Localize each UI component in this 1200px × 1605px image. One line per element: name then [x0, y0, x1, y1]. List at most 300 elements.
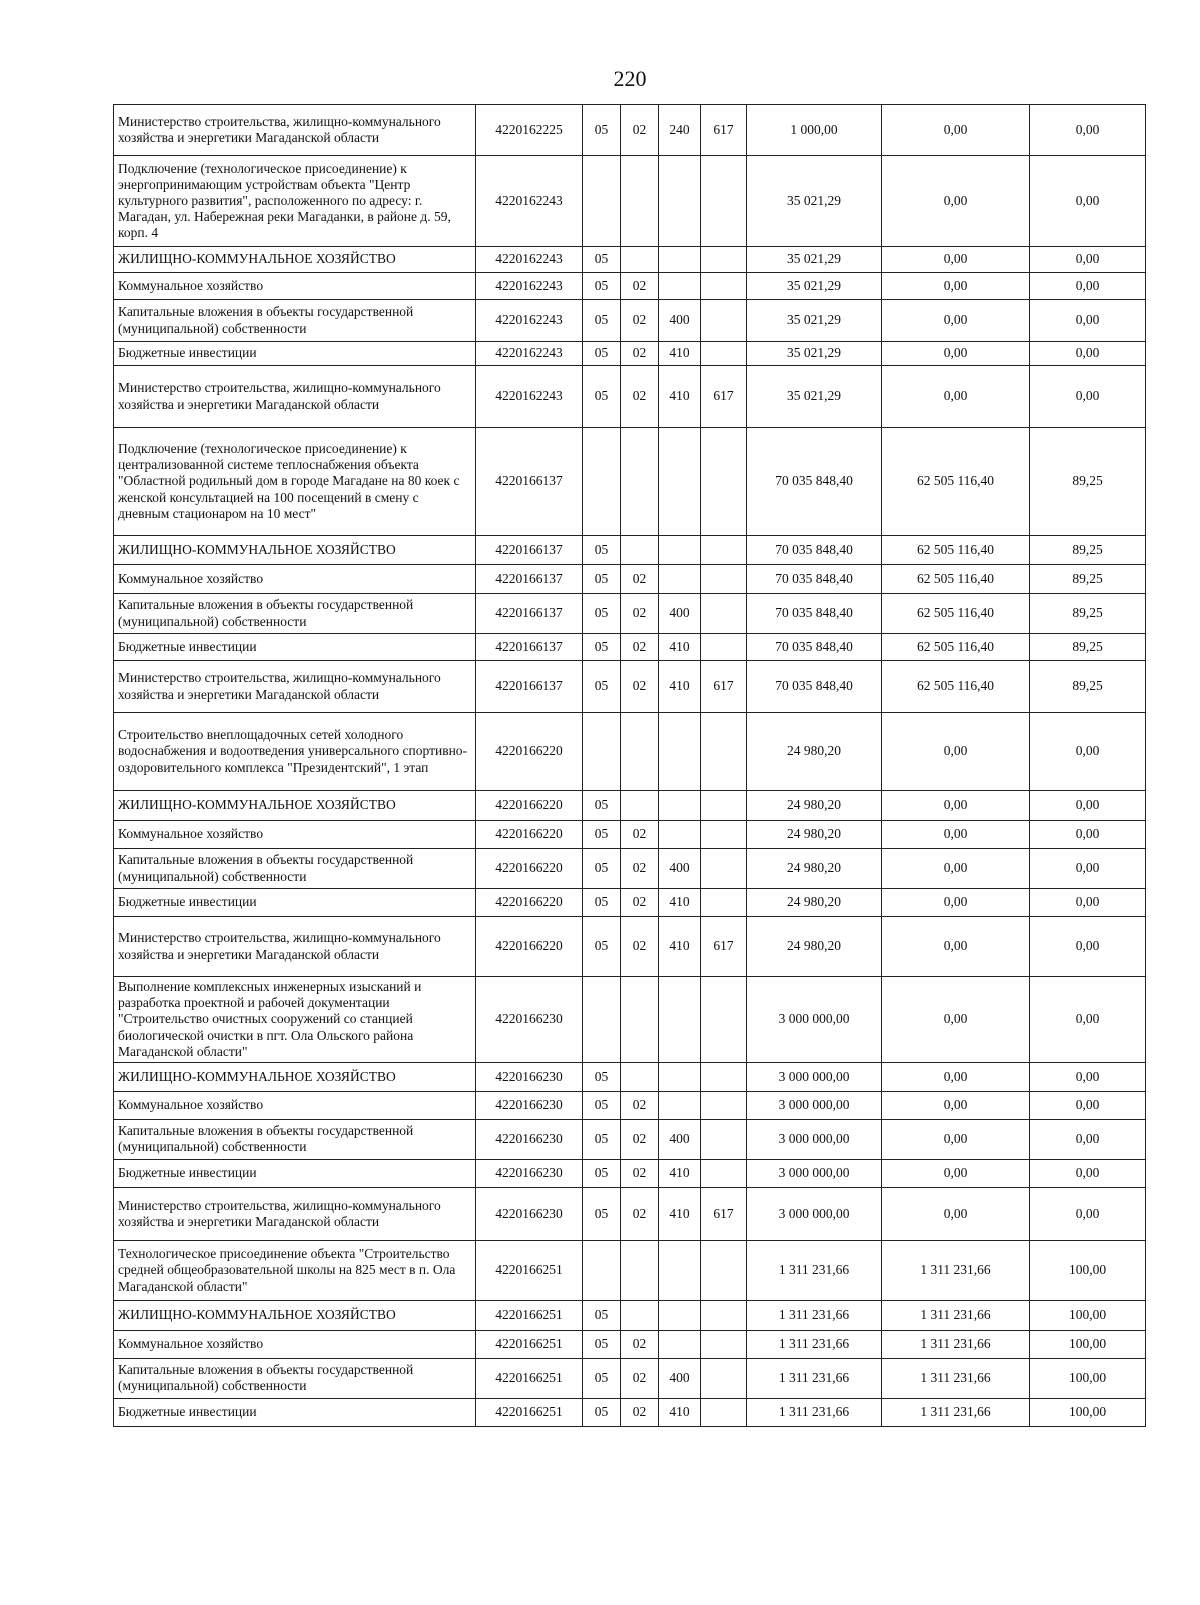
row-section-cell: 05	[583, 273, 621, 300]
row-code-cell: 4220166220	[476, 713, 583, 791]
row-subsection-cell: 02	[621, 1398, 659, 1426]
row-code-cell: 4220166137	[476, 565, 583, 594]
row-percent-cell: 100,00	[1030, 1240, 1146, 1300]
row-planned-cell: 24 980,20	[747, 917, 882, 977]
row-subsection-cell	[621, 713, 659, 791]
row-planned-cell: 35 021,29	[747, 366, 882, 428]
row-expense-type-cell: 410	[659, 1159, 701, 1187]
row-planned-cell: 24 980,20	[747, 821, 882, 849]
row-name-cell: Подключение (технологическое присоединение) к энергопринимающим устройствам объекта "Центр культурного развития", расположенного по адресу: г. Магадан, ул. Набережная реки Магаданки, в районе д. 59, корп. 4	[114, 156, 476, 247]
table-row	[114, 1358, 1146, 1398]
row-grbs-cell	[701, 536, 747, 565]
row-planned-cell: 70 035 848,40	[747, 428, 882, 536]
row-subsection-cell	[621, 1062, 659, 1091]
row-grbs-cell	[701, 300, 747, 342]
row-subsection-cell: 02	[621, 821, 659, 849]
row-expense-type-cell: 410	[659, 1398, 701, 1426]
row-planned-cell: 70 035 848,40	[747, 594, 882, 634]
row-planned-cell: 1 311 231,66	[747, 1330, 882, 1358]
row-section-cell: 05	[583, 1062, 621, 1091]
row-name-cell: Бюджетные инвестиции	[114, 342, 476, 366]
row-planned-cell: 1 311 231,66	[747, 1398, 882, 1426]
row-section-cell: 05	[583, 1358, 621, 1398]
row-section-cell: 05	[583, 247, 621, 273]
row-grbs-cell	[701, 889, 747, 917]
row-subsection-cell: 02	[621, 273, 659, 300]
row-percent-cell: 89,25	[1030, 565, 1146, 594]
row-percent-cell: 0,00	[1030, 713, 1146, 791]
row-name-cell: Капитальные вложения в объекты государственной (муниципальной) собственности	[114, 1119, 476, 1159]
row-subsection-cell	[621, 791, 659, 821]
row-section-cell	[583, 713, 621, 791]
table-row	[114, 1091, 1146, 1119]
row-subsection-cell: 02	[621, 1330, 659, 1358]
row-grbs-cell	[701, 1398, 747, 1426]
table-row	[114, 1159, 1146, 1187]
row-percent-cell: 0,00	[1030, 791, 1146, 821]
row-expense-type-cell	[659, 821, 701, 849]
row-grbs-cell	[701, 1240, 747, 1300]
row-planned-cell: 24 980,20	[747, 849, 882, 889]
row-code-cell: 4220166230	[476, 977, 583, 1063]
row-subsection-cell: 02	[621, 300, 659, 342]
row-percent-cell: 0,00	[1030, 1062, 1146, 1091]
row-executed-cell: 62 505 116,40	[882, 594, 1030, 634]
row-section-cell: 05	[583, 1159, 621, 1187]
row-code-cell: 4220166220	[476, 849, 583, 889]
table-row	[114, 565, 1146, 594]
row-percent-cell: 100,00	[1030, 1300, 1146, 1330]
row-code-cell: 4220162243	[476, 366, 583, 428]
row-grbs-cell	[701, 849, 747, 889]
row-subsection-cell: 02	[621, 1119, 659, 1159]
row-percent-cell: 89,25	[1030, 594, 1146, 634]
row-planned-cell: 24 980,20	[747, 791, 882, 821]
row-percent-cell: 0,00	[1030, 821, 1146, 849]
row-executed-cell: 62 505 116,40	[882, 536, 1030, 565]
row-executed-cell: 62 505 116,40	[882, 565, 1030, 594]
row-grbs-cell	[701, 1330, 747, 1358]
row-name-cell: Коммунальное хозяйство	[114, 1330, 476, 1358]
row-section-cell: 05	[583, 1091, 621, 1119]
table-row	[114, 889, 1146, 917]
row-code-cell: 4220166220	[476, 889, 583, 917]
row-name-cell: Бюджетные инвестиции	[114, 634, 476, 661]
row-percent-cell: 0,00	[1030, 105, 1146, 156]
table-body	[114, 105, 1146, 1427]
row-executed-cell: 0,00	[882, 821, 1030, 849]
table-row	[114, 342, 1146, 366]
row-percent-cell: 0,00	[1030, 300, 1146, 342]
row-grbs-cell	[701, 821, 747, 849]
row-grbs-cell	[701, 156, 747, 247]
row-code-cell: 4220166251	[476, 1300, 583, 1330]
table-row	[114, 634, 1146, 661]
row-grbs-cell	[701, 634, 747, 661]
row-code-cell: 4220166230	[476, 1159, 583, 1187]
row-expense-type-cell: 400	[659, 300, 701, 342]
row-subsection-cell: 02	[621, 917, 659, 977]
row-name-cell: Капитальные вложения в объекты государственной (муниципальной) собственности	[114, 1358, 476, 1398]
row-planned-cell: 3 000 000,00	[747, 1062, 882, 1091]
row-grbs-cell: 617	[701, 1187, 747, 1240]
row-expense-type-cell	[659, 1300, 701, 1330]
row-code-cell: 4220166137	[476, 536, 583, 565]
row-executed-cell: 0,00	[882, 977, 1030, 1063]
row-name-cell: Министерство строительства, жилищно-коммунального хозяйства и энергетики Магаданской области	[114, 661, 476, 713]
row-code-cell: 4220162225	[476, 105, 583, 156]
row-subsection-cell: 02	[621, 1159, 659, 1187]
table-row	[114, 300, 1146, 342]
row-section-cell: 05	[583, 536, 621, 565]
row-name-cell: Бюджетные инвестиции	[114, 1398, 476, 1426]
table-row	[114, 1240, 1146, 1300]
row-percent-cell: 0,00	[1030, 247, 1146, 273]
row-expense-type-cell	[659, 156, 701, 247]
row-executed-cell: 0,00	[882, 1159, 1030, 1187]
row-code-cell: 4220166220	[476, 791, 583, 821]
row-executed-cell: 0,00	[882, 247, 1030, 273]
row-code-cell: 4220166220	[476, 917, 583, 977]
row-name-cell: Министерство строительства, жилищно-коммунального хозяйства и энергетики Магаданской области	[114, 105, 476, 156]
row-subsection-cell	[621, 428, 659, 536]
page-number: 220	[613, 66, 647, 91]
row-percent-cell: 0,00	[1030, 977, 1146, 1063]
row-code-cell: 4220166251	[476, 1240, 583, 1300]
row-planned-cell: 35 021,29	[747, 273, 882, 300]
row-executed-cell: 0,00	[882, 1187, 1030, 1240]
row-planned-cell: 1 000,00	[747, 105, 882, 156]
row-grbs-cell: 617	[701, 105, 747, 156]
row-percent-cell: 0,00	[1030, 917, 1146, 977]
table-row	[114, 713, 1146, 791]
row-grbs-cell: 617	[701, 366, 747, 428]
row-name-cell: Капитальные вложения в объекты государственной (муниципальной) собственности	[114, 849, 476, 889]
row-grbs-cell	[701, 791, 747, 821]
row-subsection-cell	[621, 156, 659, 247]
row-subsection-cell: 02	[621, 105, 659, 156]
row-executed-cell: 0,00	[882, 1062, 1030, 1091]
row-section-cell: 05	[583, 300, 621, 342]
row-subsection-cell: 02	[621, 594, 659, 634]
row-planned-cell: 70 035 848,40	[747, 565, 882, 594]
row-subsection-cell	[621, 1300, 659, 1330]
row-section-cell: 05	[583, 849, 621, 889]
row-percent-cell: 0,00	[1030, 1091, 1146, 1119]
row-code-cell: 4220166251	[476, 1398, 583, 1426]
row-name-cell: Министерство строительства, жилищно-коммунального хозяйства и энергетики Магаданской области	[114, 917, 476, 977]
row-executed-cell: 1 311 231,66	[882, 1240, 1030, 1300]
table-row	[114, 105, 1146, 156]
row-code-cell: 4220166220	[476, 821, 583, 849]
row-expense-type-cell: 410	[659, 889, 701, 917]
row-section-cell: 05	[583, 1330, 621, 1358]
row-planned-cell: 3 000 000,00	[747, 1119, 882, 1159]
row-executed-cell: 0,00	[882, 273, 1030, 300]
row-grbs-cell	[701, 428, 747, 536]
table-row	[114, 1300, 1146, 1330]
row-section-cell: 05	[583, 565, 621, 594]
row-planned-cell: 35 021,29	[747, 300, 882, 342]
row-name-cell: ЖИЛИЩНО-КОММУНАЛЬНОЕ ХОЗЯЙСТВО	[114, 536, 476, 565]
row-executed-cell: 1 311 231,66	[882, 1330, 1030, 1358]
row-grbs-cell	[701, 565, 747, 594]
row-planned-cell: 35 021,29	[747, 342, 882, 366]
table-row	[114, 536, 1146, 565]
row-section-cell: 05	[583, 917, 621, 977]
row-section-cell: 05	[583, 594, 621, 634]
row-planned-cell: 70 035 848,40	[747, 536, 882, 565]
row-section-cell: 05	[583, 1187, 621, 1240]
row-percent-cell: 0,00	[1030, 1119, 1146, 1159]
row-name-cell: Коммунальное хозяйство	[114, 821, 476, 849]
row-grbs-cell	[701, 247, 747, 273]
row-name-cell: Коммунальное хозяйство	[114, 1091, 476, 1119]
row-subsection-cell	[621, 247, 659, 273]
table-row	[114, 821, 1146, 849]
row-code-cell: 4220166137	[476, 634, 583, 661]
table-row	[114, 1062, 1146, 1091]
row-subsection-cell: 02	[621, 889, 659, 917]
row-code-cell: 4220166230	[476, 1091, 583, 1119]
row-expense-type-cell: 410	[659, 634, 701, 661]
row-name-cell: ЖИЛИЩНО-КОММУНАЛЬНОЕ ХОЗЯЙСТВО	[114, 247, 476, 273]
row-executed-cell: 62 505 116,40	[882, 661, 1030, 713]
row-grbs-cell	[701, 1358, 747, 1398]
row-percent-cell: 89,25	[1030, 536, 1146, 565]
table-row	[114, 428, 1146, 536]
row-subsection-cell: 02	[621, 342, 659, 366]
row-grbs-cell	[701, 1159, 747, 1187]
row-executed-cell: 1 311 231,66	[882, 1398, 1030, 1426]
row-grbs-cell	[701, 342, 747, 366]
row-name-cell: Коммунальное хозяйство	[114, 565, 476, 594]
row-percent-cell: 89,25	[1030, 634, 1146, 661]
table-row	[114, 156, 1146, 247]
row-code-cell: 4220162243	[476, 247, 583, 273]
row-section-cell: 05	[583, 105, 621, 156]
row-section-cell	[583, 977, 621, 1063]
row-planned-cell: 3 000 000,00	[747, 1091, 882, 1119]
row-executed-cell: 0,00	[882, 1091, 1030, 1119]
row-planned-cell: 35 021,29	[747, 156, 882, 247]
row-section-cell: 05	[583, 1398, 621, 1426]
row-expense-type-cell	[659, 1062, 701, 1091]
row-section-cell: 05	[583, 1300, 621, 1330]
row-planned-cell: 1 311 231,66	[747, 1300, 882, 1330]
table-row	[114, 849, 1146, 889]
row-grbs-cell	[701, 1091, 747, 1119]
row-planned-cell: 24 980,20	[747, 713, 882, 791]
row-subsection-cell: 02	[621, 1187, 659, 1240]
row-name-cell: Капитальные вложения в объекты государственной (муниципальной) собственности	[114, 300, 476, 342]
row-name-cell: ЖИЛИЩНО-КОММУНАЛЬНОЕ ХОЗЯЙСТВО	[114, 1062, 476, 1091]
row-expense-type-cell: 400	[659, 594, 701, 634]
row-planned-cell: 70 035 848,40	[747, 634, 882, 661]
row-section-cell: 05	[583, 889, 621, 917]
row-name-cell: Строительство внеплощадочных сетей холодного водоснабжения и водоотведения универсального спортивно-оздоровительного комплекса "Президентский", 1 этап	[114, 713, 476, 791]
row-section-cell: 05	[583, 661, 621, 713]
table-row	[114, 661, 1146, 713]
row-executed-cell: 62 505 116,40	[882, 428, 1030, 536]
row-percent-cell: 89,25	[1030, 661, 1146, 713]
row-expense-type-cell: 410	[659, 342, 701, 366]
row-name-cell: Технологическое присоединение объекта "Строительство средней общеобразовательной школы на 825 мест в п. Ола Магаданской области"	[114, 1240, 476, 1300]
row-section-cell: 05	[583, 342, 621, 366]
row-executed-cell: 0,00	[882, 342, 1030, 366]
row-code-cell: 4220166251	[476, 1358, 583, 1398]
budget-table	[113, 104, 1146, 1427]
row-expense-type-cell: 240	[659, 105, 701, 156]
row-section-cell: 05	[583, 821, 621, 849]
row-expense-type-cell: 400	[659, 849, 701, 889]
table-row	[114, 1187, 1146, 1240]
row-code-cell: 4220166137	[476, 661, 583, 713]
row-planned-cell: 3 000 000,00	[747, 1159, 882, 1187]
row-code-cell: 4220166230	[476, 1187, 583, 1240]
row-section-cell: 05	[583, 1119, 621, 1159]
row-code-cell: 4220162243	[476, 342, 583, 366]
table-row	[114, 917, 1146, 977]
row-expense-type-cell	[659, 977, 701, 1063]
row-name-cell: Министерство строительства, жилищно-коммунального хозяйства и энергетики Магаданской области	[114, 366, 476, 428]
table-row	[114, 594, 1146, 634]
row-executed-cell: 62 505 116,40	[882, 634, 1030, 661]
row-name-cell: ЖИЛИЩНО-КОММУНАЛЬНОЕ ХОЗЯЙСТВО	[114, 1300, 476, 1330]
row-percent-cell: 100,00	[1030, 1358, 1146, 1398]
row-subsection-cell	[621, 1240, 659, 1300]
row-executed-cell: 0,00	[882, 713, 1030, 791]
row-grbs-cell	[701, 594, 747, 634]
row-percent-cell: 89,25	[1030, 428, 1146, 536]
row-name-cell: Капитальные вложения в объекты государственной (муниципальной) собственности	[114, 594, 476, 634]
row-grbs-cell	[701, 1119, 747, 1159]
row-planned-cell: 1 311 231,66	[747, 1240, 882, 1300]
row-planned-cell: 3 000 000,00	[747, 977, 882, 1063]
row-expense-type-cell: 410	[659, 366, 701, 428]
row-executed-cell: 0,00	[882, 849, 1030, 889]
row-percent-cell: 0,00	[1030, 1159, 1146, 1187]
row-subsection-cell: 02	[621, 565, 659, 594]
row-section-cell	[583, 428, 621, 536]
row-expense-type-cell	[659, 565, 701, 594]
row-expense-type-cell	[659, 1330, 701, 1358]
row-subsection-cell: 02	[621, 366, 659, 428]
row-expense-type-cell	[659, 713, 701, 791]
row-planned-cell: 1 311 231,66	[747, 1358, 882, 1398]
table-row	[114, 1398, 1146, 1426]
row-section-cell	[583, 1240, 621, 1300]
row-executed-cell: 0,00	[882, 366, 1030, 428]
row-grbs-cell	[701, 1062, 747, 1091]
row-code-cell: 4220166230	[476, 1119, 583, 1159]
row-code-cell: 4220166137	[476, 594, 583, 634]
row-subsection-cell: 02	[621, 1358, 659, 1398]
row-name-cell: Коммунальное хозяйство	[114, 273, 476, 300]
row-expense-type-cell: 410	[659, 1187, 701, 1240]
row-code-cell: 4220166251	[476, 1330, 583, 1358]
table-row	[114, 977, 1146, 1063]
row-executed-cell: 0,00	[882, 917, 1030, 977]
row-expense-type-cell: 410	[659, 661, 701, 713]
row-planned-cell: 70 035 848,40	[747, 661, 882, 713]
row-executed-cell: 1 311 231,66	[882, 1358, 1030, 1398]
row-planned-cell: 35 021,29	[747, 247, 882, 273]
row-grbs-cell: 617	[701, 661, 747, 713]
row-name-cell: ЖИЛИЩНО-КОММУНАЛЬНОЕ ХОЗЯЙСТВО	[114, 791, 476, 821]
row-expense-type-cell	[659, 536, 701, 565]
row-executed-cell: 0,00	[882, 791, 1030, 821]
row-executed-cell: 1 311 231,66	[882, 1300, 1030, 1330]
row-subsection-cell: 02	[621, 1091, 659, 1119]
row-code-cell: 4220162243	[476, 273, 583, 300]
row-planned-cell: 3 000 000,00	[747, 1187, 882, 1240]
row-percent-cell: 0,00	[1030, 849, 1146, 889]
row-executed-cell: 0,00	[882, 300, 1030, 342]
row-name-cell: Бюджетные инвестиции	[114, 889, 476, 917]
row-grbs-cell: 617	[701, 917, 747, 977]
row-expense-type-cell	[659, 247, 701, 273]
row-planned-cell: 24 980,20	[747, 889, 882, 917]
row-percent-cell: 100,00	[1030, 1330, 1146, 1358]
row-grbs-cell	[701, 1300, 747, 1330]
row-percent-cell: 0,00	[1030, 342, 1146, 366]
row-expense-type-cell	[659, 428, 701, 536]
table-row	[114, 366, 1146, 428]
row-subsection-cell: 02	[621, 849, 659, 889]
row-grbs-cell	[701, 977, 747, 1063]
table-row	[114, 1119, 1146, 1159]
row-executed-cell: 0,00	[882, 889, 1030, 917]
table-row	[114, 1330, 1146, 1358]
row-code-cell: 4220166230	[476, 1062, 583, 1091]
row-name-cell: Подключение (технологическое присоединение) к централизованной системе теплоснабжения объекта "Областной родильный дом в городе Магадане на 80 коек с женской консультацией на 100 посещений в смену с дневным стационаром на 10 мест"	[114, 428, 476, 536]
row-expense-type-cell: 400	[659, 1358, 701, 1398]
row-subsection-cell: 02	[621, 634, 659, 661]
row-section-cell: 05	[583, 634, 621, 661]
row-executed-cell: 0,00	[882, 156, 1030, 247]
row-percent-cell: 0,00	[1030, 156, 1146, 247]
row-percent-cell: 0,00	[1030, 366, 1146, 428]
row-expense-type-cell	[659, 1240, 701, 1300]
row-code-cell: 4220162243	[476, 300, 583, 342]
row-percent-cell: 0,00	[1030, 889, 1146, 917]
row-expense-type-cell: 410	[659, 917, 701, 977]
row-subsection-cell	[621, 977, 659, 1063]
row-section-cell	[583, 156, 621, 247]
row-expense-type-cell	[659, 273, 701, 300]
table-row	[114, 273, 1146, 300]
row-name-cell: Министерство строительства, жилищно-коммунального хозяйства и энергетики Магаданской области	[114, 1187, 476, 1240]
row-percent-cell: 0,00	[1030, 1187, 1146, 1240]
table-row	[114, 247, 1146, 273]
row-expense-type-cell: 400	[659, 1119, 701, 1159]
row-section-cell: 05	[583, 791, 621, 821]
row-code-cell: 4220162243	[476, 156, 583, 247]
row-code-cell: 4220166137	[476, 428, 583, 536]
row-expense-type-cell	[659, 1091, 701, 1119]
row-section-cell: 05	[583, 366, 621, 428]
row-subsection-cell	[621, 536, 659, 565]
row-name-cell: Выполнение комплексных инженерных изысканий и разработка проектной и рабочей документации "Строительство очистных сооружений со станцией биологической очистки в пгт. Ола Ольского района Магаданской области"	[114, 977, 476, 1063]
row-executed-cell: 0,00	[882, 1119, 1030, 1159]
row-executed-cell: 0,00	[882, 105, 1030, 156]
row-grbs-cell	[701, 713, 747, 791]
row-percent-cell: 0,00	[1030, 273, 1146, 300]
row-percent-cell: 100,00	[1030, 1398, 1146, 1426]
row-expense-type-cell	[659, 791, 701, 821]
table-row	[114, 791, 1146, 821]
